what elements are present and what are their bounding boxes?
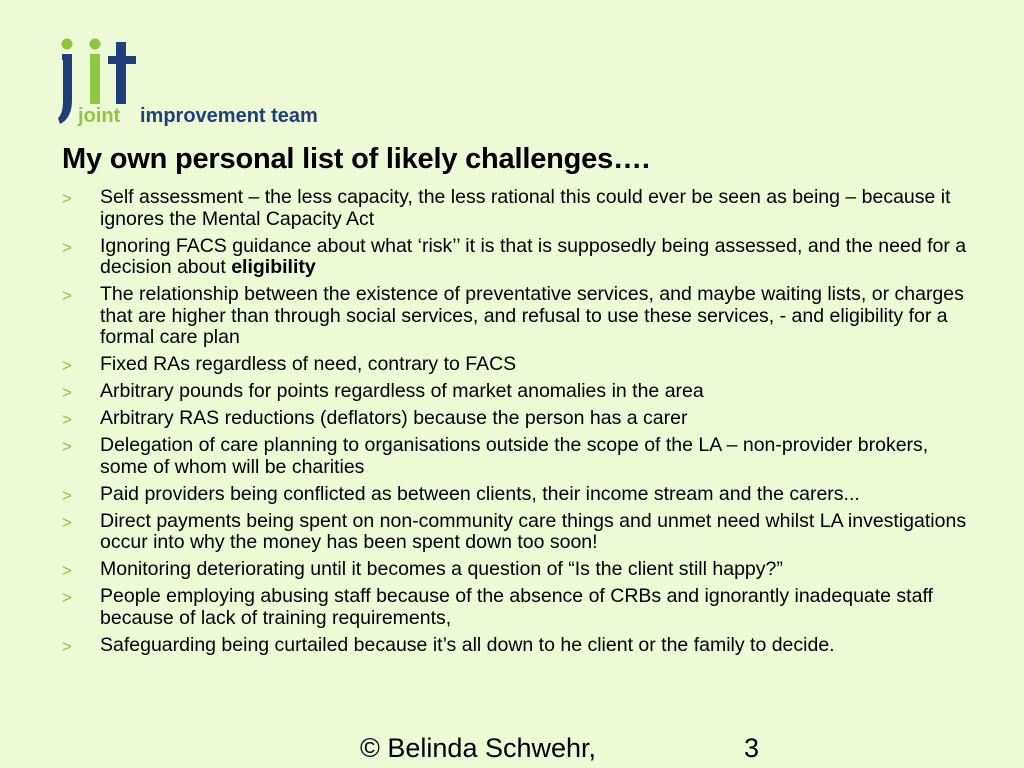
list-item: [62, 354, 967, 376]
list-item-text: Paid providers being conflicted as between clients, their income stream and the carers...: [100, 482, 860, 505]
emphasis-text: eligibility: [231, 256, 316, 278]
bullet-marker-icon: >: [62, 588, 72, 607]
list-item-text: Safeguarding being curtailed because it’s all down to he client or the family to decide.: [100, 633, 835, 656]
list-item: [62, 559, 967, 581]
list-item-text: Fixed RAs regardless of need, contrary to FACS: [100, 353, 517, 375]
bullet-marker-icon: >: [62, 383, 72, 402]
list-item: [62, 511, 967, 554]
bullet-marker-icon: >: [62, 636, 72, 656]
slide-title: My own personal list of likely challenges….: [62, 143, 650, 175]
bullet-marker-icon: >: [62, 485, 72, 505]
bullet-marker-icon: >: [62, 437, 72, 456]
jit-logo: [58, 38, 358, 130]
bullet-marker-icon: >: [62, 410, 72, 429]
list-item: [62, 586, 967, 629]
challenge-list: [62, 187, 967, 662]
list-item: [62, 236, 967, 279]
list-item-text: Arbitrary RAS reductions (deflators) because the person has a carer: [100, 407, 688, 429]
list-item-text: People employing abusing staff because of the absence of CRBs and ignorantly inadequate staff because of lack of training requirements,: [100, 585, 933, 629]
page-number: 3: [744, 733, 760, 763]
bullet-marker-icon: >: [62, 356, 72, 375]
list-item: [62, 284, 967, 349]
bullet-marker-icon: >: [62, 286, 72, 305]
list-item: [62, 484, 967, 506]
list-item-text: Ignoring FACS guidance about what ‘risk’’ it is that is supposedly being assessed, and the need for a decision about: [100, 234, 967, 278]
bullet-marker-icon: >: [62, 512, 72, 532]
list-item-text: The relationship between the existence of preventative services, and maybe waiting lists, or charges that are higher than through social services, and refusal to use these services, - and eligibility for a formal care plan: [100, 283, 964, 348]
list-item-text: Direct payments being spent on non-community care things and unmet need whilst LA investigations occur into why the money has been spent down too soon!: [100, 509, 967, 553]
list-item: [62, 408, 967, 430]
bullet-marker-icon: >: [62, 561, 72, 580]
list-item-text: Arbitrary pounds for points regardless of market anomalies in the area: [100, 380, 704, 402]
list-item: [62, 381, 967, 403]
svg-text:improvement team: improvement team: [140, 105, 318, 127]
list-item: [62, 635, 967, 657]
list-item-text: Delegation of care planning to organisations outside the scope of the LA – non-provider brokers, some of whom will be charities: [100, 434, 929, 478]
footer-copyright: © Belinda Schwehr,: [360, 733, 597, 763]
list-item: [62, 187, 967, 230]
svg-text:joint: joint: [78, 105, 121, 127]
bullet-marker-icon: >: [62, 237, 72, 257]
list-item: [62, 435, 967, 478]
bullet-marker-icon: >: [62, 189, 72, 208]
list-item-text: Self assessment – the less capacity, the less rational this could ever be seen as being – because it ignores the Mental Capacity Act: [100, 186, 951, 230]
list-item-text: Monitoring deteriorating until it becomes a question of “Is the client still happy?”: [100, 558, 783, 580]
